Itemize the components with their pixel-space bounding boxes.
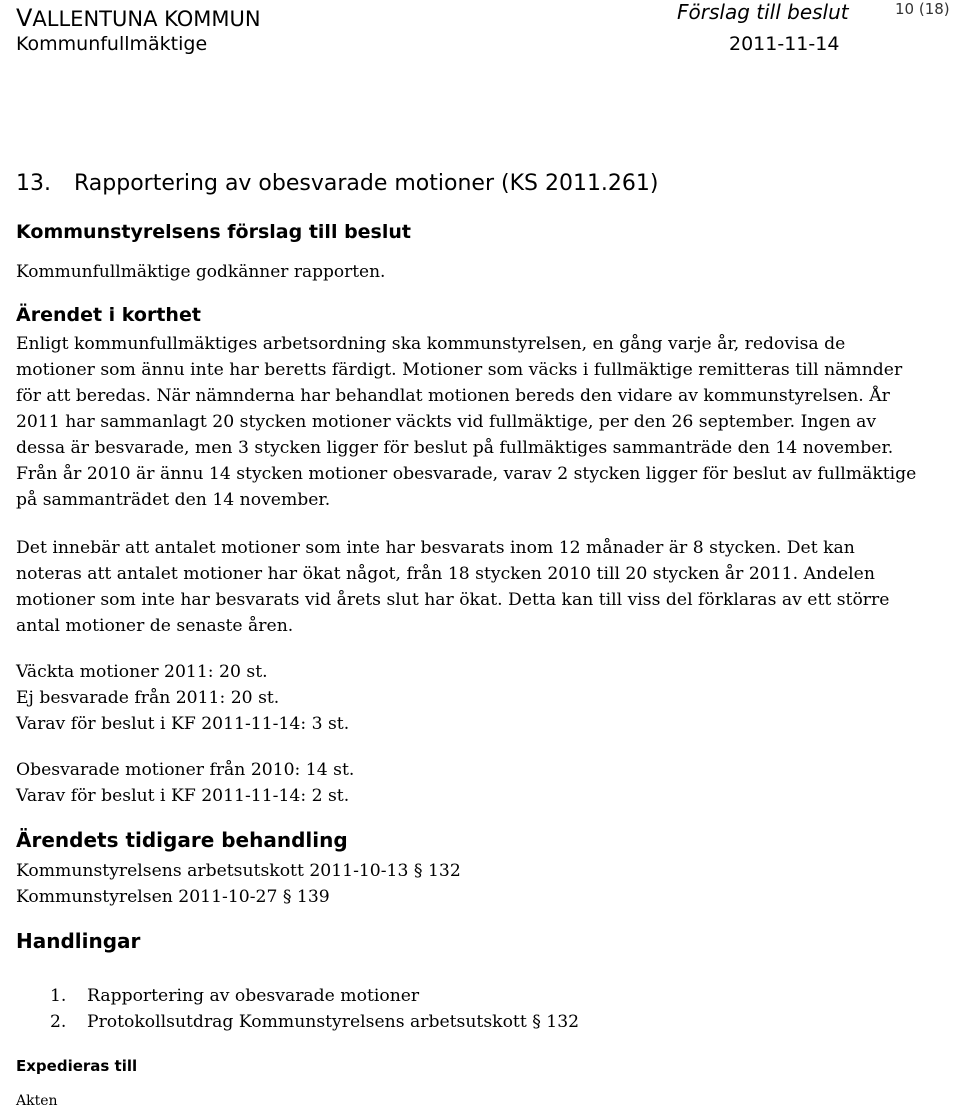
item-number: 13. (16, 171, 51, 196)
history-heading: Ärendets tidigare behandling (16, 828, 348, 852)
item-heading (16, 171, 948, 196)
paragraph-line: för att beredas. När nämnderna har behandlat motionen bereds den vidare av kommunstyrelsen. År (16, 386, 890, 406)
paragraph-line: Det innebär att antalet motioner som inte har besvarats inom 12 månader är 8 stycken. Det kan (16, 538, 855, 558)
stat-line: Varav för beslut i KF 2011-11-14: 2 st. (16, 786, 350, 806)
paragraph-line: motioner som inte har besvarats vid årets slut har ökat. Detta kan till viss del förklaras av ett större (16, 590, 890, 610)
paragraph-line: Från år 2010 är ännu 14 stycken motioner obesvarade, varav 2 stycken ligger för beslut av fullmäktige (16, 464, 917, 484)
stat-line: Väckta motioner 2011: 20 st. (16, 662, 268, 682)
list-item (50, 1009, 930, 1035)
stats-2010 (16, 757, 948, 809)
stat-line: Ej besvarade från 2011: 20 st. (16, 688, 280, 708)
dispatch-recipient: Akten (16, 1093, 58, 1109)
organization-name-initial: V (16, 4, 33, 32)
proposal-text: Kommunfullmäktige godkänner rapporten. (16, 262, 386, 282)
page-number: 10 (18) (895, 0, 950, 18)
paragraph-line: Enligt kommunfullmäktiges arbetsordning ska kommunstyrelsen, en gång varje år, redovisa de (16, 334, 846, 354)
documents-list (50, 983, 930, 1035)
summary-paragraph-2 (16, 535, 948, 639)
dispatch-heading: Expedieras till (16, 1057, 138, 1075)
history-list (16, 858, 948, 910)
item-title: Rapportering av obesvarade motioner (KS 2011.261) (74, 171, 659, 196)
history-entry: Kommunstyrelsen 2011-10-27 § 139 (16, 887, 330, 907)
list-item-text: Protokollsutdrag Kommunstyrelsens arbetsutskott § 132 (87, 1012, 580, 1032)
list-item-text: Rapportering av obesvarade motioner (87, 986, 420, 1006)
document-status: Förslag till beslut (677, 0, 849, 24)
paragraph-line: antal motioner de senaste åren. (16, 616, 294, 636)
paragraph-line: motioner som ännu inte har beretts färdigt. Motioner som väcks i fullmäktige remitteras till nämnder (16, 360, 903, 380)
document-date: 2011-11-14 (729, 33, 840, 55)
stat-line: Obesvarade motioner från 2010: 14 st. (16, 760, 355, 780)
summary-heading: Ärendet i korthet (16, 304, 201, 326)
summary-paragraph-1 (16, 331, 948, 513)
documents-heading: Handlingar (16, 929, 141, 953)
paragraph-line: dessa är besvarade, men 3 stycken ligger för beslut på fullmäktiges sammanträde den 14 november. (16, 438, 894, 458)
list-item (50, 983, 930, 1009)
organization-body: Kommunfullmäktige (16, 33, 208, 55)
organization-name (16, 4, 261, 32)
paragraph-line: 2011 har sammanlagt 20 stycken motioner väckts vid fullmäktige, per den 26 september. Ingen av (16, 412, 877, 432)
paragraph-line: på sammanträdet den 14 november. (16, 490, 331, 510)
organization-name-rest: ALLENTUNA KOMMUN (32, 7, 261, 31)
proposal-heading: Kommunstyrelsens förslag till beslut (16, 221, 411, 243)
list-item-number: 2. (50, 1012, 67, 1032)
list-item-number: 1. (50, 986, 67, 1006)
history-entry: Kommunstyrelsens arbetsutskott 2011-10-13 § 132 (16, 861, 461, 881)
stats-2011 (16, 659, 948, 737)
paragraph-line: noteras att antalet motioner har ökat något, från 18 stycken 2010 till 20 stycken år 2011. Andelen (16, 564, 875, 584)
stat-line: Varav för beslut i KF 2011-11-14: 3 st. (16, 714, 350, 734)
